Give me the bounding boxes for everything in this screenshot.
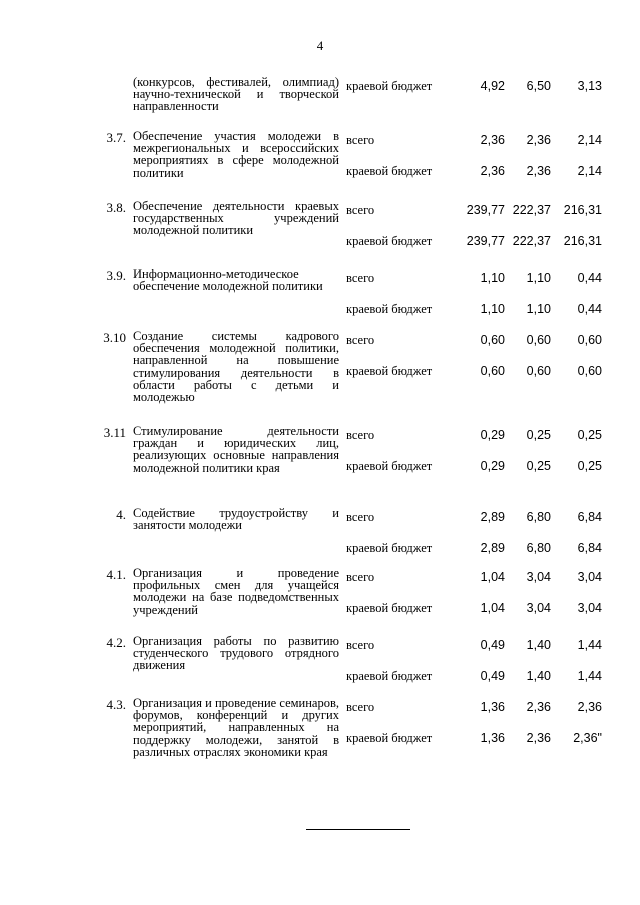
footer-rule [306,829,410,830]
value-cell: 6,80 [526,541,551,555]
source-label: краевой бюджет [346,459,433,473]
value-cell: 0,25 [526,459,551,473]
value-cell: 3,04 [577,601,602,615]
value-cell: 0,44 [577,302,602,316]
value-cell: 6,84 [577,541,602,555]
value-cell: 2,36" [573,731,602,745]
source-label: краевой бюджет [346,541,433,555]
value-cell: 0,49 [480,638,505,652]
value-cell: 222,37 [512,203,551,217]
value-cell: 2,36 [526,731,551,745]
value-cell: 6,84 [577,510,602,524]
value-cell: 1,10 [526,271,551,285]
row-number: 4.2. [106,635,126,650]
value-cell: 2,14 [577,164,602,178]
value-cell: 2,36 [480,164,505,178]
value-cell: 1,10 [480,302,505,316]
value-cell: 1,44 [577,669,602,683]
value-cell: 0,60 [480,364,505,378]
row-name: Организация и проведение профильных смен для учащейся молодежи на базе подведомственных учреждений [133,566,339,617]
value-cell: 2,36 [526,700,551,714]
value-cell: 1,40 [526,669,551,683]
source-label: всего [346,700,375,714]
row-name: Стимулирование деятельности граждан и юридических лиц, реализующих основные направления молодежной политики края [133,424,339,475]
value-cell: 0,25 [526,428,551,442]
value-cell: 0,60 [480,333,505,347]
value-cell: 1,36 [480,731,505,745]
value-cell: 1,04 [480,601,505,615]
row-name: Создание системы кадрового обеспечения молодежной политики, направленной на повышение стимулирования деятельности в области работы с детьми и молодежью [133,329,339,405]
source-label: краевой бюджет [346,601,433,615]
value-cell: 0,29 [480,459,505,473]
value-cell: 6,50 [526,79,551,93]
value-cell: 3,04 [526,601,551,615]
value-cell: 3,04 [577,570,602,584]
row-number: 3.7. [106,130,126,145]
row-name: (конкурсов, фестивалей, олимпиад) научно-технической и творческой направленности [133,75,339,114]
row-number: 3.11 [103,425,126,440]
value-cell: 1,36 [480,700,505,714]
source-label: краевой бюджет [346,79,433,93]
row-name: Организация работы по развитию студенческого трудового отрядного движения [133,634,339,673]
source-label: всего [346,570,375,584]
value-cell: 2,36 [526,164,551,178]
row-number: 3.10 [103,330,126,345]
value-cell: 6,80 [526,510,551,524]
source-label: краевой бюджет [346,669,433,683]
value-cell: 2,14 [577,133,602,147]
value-cell: 216,31 [563,234,602,248]
value-cell: 1,04 [480,570,505,584]
source-label: краевой бюджет [346,731,433,745]
value-cell: 0,44 [577,271,602,285]
row-number: 4.1. [106,567,126,582]
value-cell: 222,37 [512,234,551,248]
value-cell: 2,36 [526,133,551,147]
source-label: всего [346,203,375,217]
value-cell: 239,77 [466,203,505,217]
value-cell: 239,77 [466,234,505,248]
value-cell: 3,13 [577,79,602,93]
value-cell: 0,49 [480,669,505,683]
value-cell: 0,29 [480,428,505,442]
value-cell: 1,10 [480,271,505,285]
value-cell: 1,40 [526,638,551,652]
value-cell: 0,25 [577,428,602,442]
row-number: 4.3. [106,697,126,712]
row-name: Обеспечение деятельности краевых государственных учреждений молодежной политики [133,199,339,238]
row-name: Организация и проведение семинаров, форумов, конференций и других мероприятий, направленных на поддержку молодежи, занятой в различных отраслях экономики края [133,696,339,759]
value-cell: 0,60 [526,333,551,347]
source-label: всего [346,271,375,285]
value-cell: 0,60 [577,364,602,378]
value-cell: 0,60 [526,364,551,378]
source-label: всего [346,638,375,652]
row-name: Обеспечение участия молодежи в межрегиональных и всероссийских мероприятиях в сфере молодежной политики [133,129,339,180]
source-label: всего [346,428,375,442]
source-label: краевой бюджет [346,164,433,178]
value-cell: 2,36 [480,133,505,147]
value-cell: 2,89 [480,541,505,555]
row-number: 4. [116,507,126,522]
source-label: всего [346,133,375,147]
value-cell: 0,25 [577,459,602,473]
value-cell: 2,89 [480,510,505,524]
value-cell: 1,44 [577,638,602,652]
value-cell: 4,92 [480,79,505,93]
source-label: краевой бюджет [346,364,433,378]
source-label: всего [346,510,375,524]
value-cell: 1,10 [526,302,551,316]
source-label: краевой бюджет [346,302,433,316]
row-name: Содействие трудоустройству и занятости молодежи [133,506,339,533]
row-number: 3.9. [106,268,126,283]
value-cell: 216,31 [563,203,602,217]
row-name: Информационно-методическое обеспечение молодежной политики [133,267,323,294]
value-cell: 0,60 [577,333,602,347]
value-cell: 3,04 [526,570,551,584]
value-cell: 2,36 [577,700,602,714]
row-number: 3.8. [106,200,126,215]
source-label: всего [346,333,375,347]
page-number: 4 [316,38,324,53]
source-label: краевой бюджет [346,234,433,248]
